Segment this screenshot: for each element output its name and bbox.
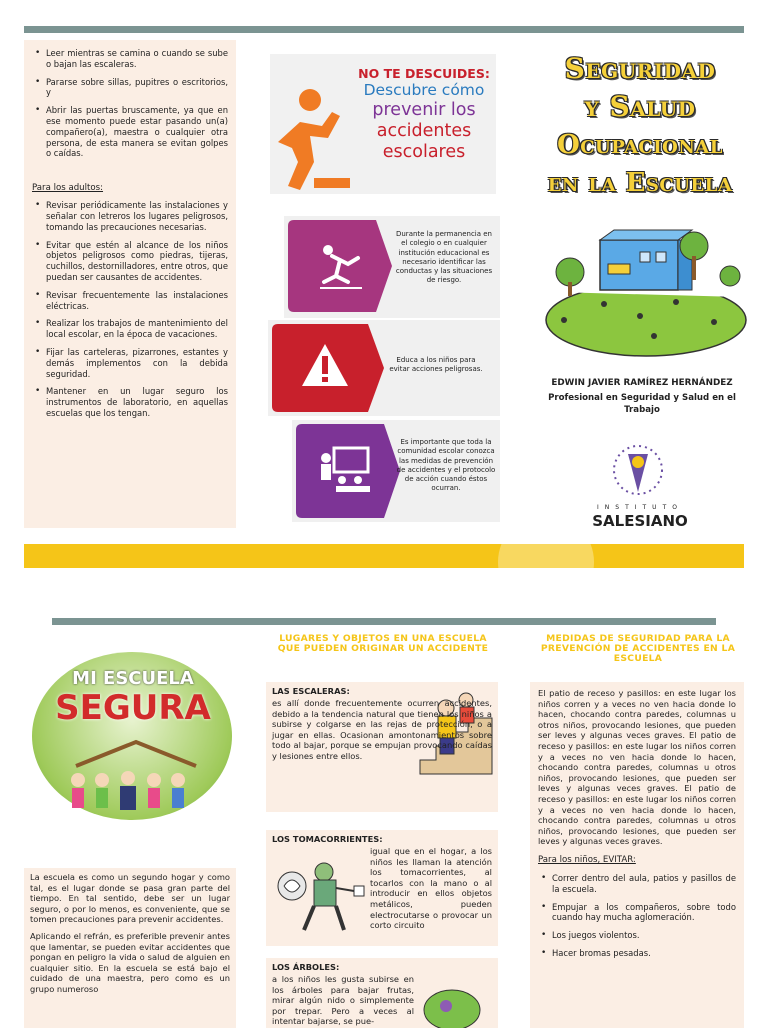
list-item: • Empujar a los compañeros, sobre todo cuando hay mucha aglomeración.: [552, 902, 736, 924]
measures-paragraph: El patio de receso y pasillos: en este lugar los niños corren y a veces no ven hacia donde lo hacen, chocando contra paredes, columnas u otros niños, provocando lesiones, que pueden ser leves y algunas veces graves. El patio de receso y pasillos: en este lugar los niños corren y a veces no ven hacia donde lo hacen, chocando contra paredes, columnas u otros niños, provocando lesiones, que pueden ser leves y algunas veces graves. El patio de receso y pasillos: en este lugar los niños corren y a veces no ven hacia donde lo hacen, chocando contra paredes, columnas u otros niños, provocando lesiones, que pueden ser leves y algunas veces graves.: [538, 688, 736, 847]
trees-text-block: [272, 962, 492, 973]
logo-name: SALESIANO: [592, 512, 688, 530]
warning-icon: [300, 342, 350, 390]
info-card-1: [284, 216, 500, 318]
avoid-bullet-list: [538, 873, 736, 959]
stairs-text-block: [272, 686, 414, 697]
children-group-icon: [56, 736, 216, 820]
poster-line-1: NO TE DESCUIDES:: [358, 66, 490, 81]
list-item: • Mantener en un lugar seguro los instrumentos de laboratorio, en aquellas escuelas que los tengan.: [46, 386, 228, 418]
list-item: • Realizar los trabajos de mantenimiento del local escolar, en la época de vacaciones.: [46, 318, 228, 340]
mi-escuela-segura-logo: [28, 650, 238, 828]
list-item: • Abrir las puertas bruscamente, ya que en ese momento puede estar pasando un(a) compañero(a), maestra o cualquier otra persona, de esta manera se evitan golpes o caídas.: [46, 105, 228, 159]
list-item: • Los juegos violentos.: [552, 930, 736, 941]
list-item: • Evitar que estén al alcance de los niños objetos peligrosos como piedras, tijeras, cuchillos, destornilladores, entre otros, que puedan ser causantes de accidentes.: [46, 240, 228, 283]
bottom-left-panel: [24, 868, 236, 1028]
card-text-3: Es importante que toda la comunidad escolar conozca las medidas de prevención de accidentes y el protocolo de acción cuando éstos ocurran.: [396, 438, 496, 493]
trees-text: a los niños les gusta subirse en los árboles para bajar frutas, mirar algún nido o simplemente por trepar. Pero a veces al intentar bajarse, se pue-: [272, 974, 414, 1027]
card-text-2: Educa a los niños para evitar acciones peligrosas.: [389, 356, 483, 374]
stairs-text: es allí donde frecuentemente ocurren accidentes, debido a la tendencia natural que tienen los niños a subirse y colgarse en las rejas de protección, o a jugar en ellas. Ocasionan amontonamientos sobre todo al bajar, porque se empujan provocando caídas y lesiones entre ellos.: [272, 698, 492, 761]
yellow-footer-band: [24, 544, 744, 568]
cover-title: [530, 50, 750, 202]
list-item: • Pararse sobre sillas, pupitres o escritorios, y: [46, 77, 228, 99]
title-line-4: en la Escuela: [547, 168, 733, 198]
trees-label: LOS ÁRBOLES:: [272, 962, 340, 972]
electric-plug-illustration: [270, 856, 366, 940]
title-line-1: Seguridad: [564, 52, 716, 85]
bottom-header-band: [52, 618, 716, 625]
adults-heading: Para los adultos:: [32, 183, 104, 194]
poster-line-2: Descubre cómo: [363, 81, 485, 99]
title-line-3: Ocupacional: [557, 130, 723, 160]
stairs-section: [266, 682, 498, 812]
logo-line-1: MI ESCUELA: [72, 668, 194, 689]
intro-paragraph-2: Aplicando el refrán, es preferible prevenir antes que lamentar, se pueden evitar accidentes que pongan en peligro la vida o salud de alguien en cualquier sitio. En la escuela se está bajo el cuidado de una maestra, pero como es un grupo numeroso: [30, 930, 230, 994]
list-item: • Hacer bromas pesadas.: [552, 948, 736, 959]
card-text-1: Durante la permanencia en el colegio o en cualquier institución educacional es necesario identificar las conductas y las situaciones de riesgo.: [395, 230, 493, 285]
title-line-2: y Salud: [584, 90, 696, 123]
outlets-label: LOS TOMACORRIENTES:: [272, 834, 383, 844]
outlets-text-block: [272, 834, 492, 845]
logo-institute-label: INSTITUTO: [597, 504, 683, 511]
author-role: Profesional en Seguridad y Salud en el Trabajo: [548, 393, 736, 415]
poster-line-3: prevenir los: [372, 100, 476, 120]
author-name: EDWIN JAVIER RAMÍREZ HERNÁNDEZ: [551, 378, 733, 388]
intro-paragraph-1: La escuela es como un segundo hogar y como tal, es el lugar donde se pasa gran parte del tiempo. En tal sentido, debe ser un lugar seguro, o por lo menos, es conveniente, que se tomen precauciones para prevenir accidentes.: [30, 872, 230, 925]
tree-illustration: [416, 988, 486, 1028]
info-card-3: [292, 420, 500, 522]
poster-line-4: accidentes: [376, 121, 472, 141]
list-item: • Fijar las carteleras, pizarrones, estantes y demás implementos con la debida seguridad.: [46, 347, 228, 379]
places-heading: LUGARES Y OBJETOS EN UNA ESCUELA QUE PUEDEN ORIGINAR UN ACCIDENTE: [277, 633, 489, 654]
info-card-2: [268, 320, 500, 416]
stepping-person-icon: [270, 82, 350, 192]
classroom-icon: [316, 444, 372, 496]
poster-line-5: escolares: [382, 142, 466, 162]
list-item: • Revisar periódicamente las instalaciones y señalar con letreros los lugares peligrosos, tomando las precauciones necesarias.: [46, 200, 228, 232]
falling-person-icon: [318, 242, 364, 292]
outlets-text: igual que en el hogar, a los niños les llaman la atención los tomacorrientes, al tocarlos con la mano o al introducir en ellos objetos metálicos, pueden electrocutarse o provocar un corto circuito: [370, 846, 492, 931]
stairs-label: LAS ESCALERAS:: [272, 686, 350, 696]
list-item: • Correr dentro del aula, patios y pasillos de la escuela.: [552, 873, 736, 895]
adults-bullet-list: [32, 200, 228, 419]
prevention-poster: [270, 54, 496, 194]
list-item: • Leer mientras se camina o cuando se sube o bajan las escaleras.: [46, 48, 228, 70]
school-illustration: [544, 222, 748, 358]
children-bullet-list: [32, 48, 228, 159]
list-item: • Revisar frecuentemente las instalaciones eléctricas.: [46, 290, 228, 312]
bottom-right-panel: [530, 682, 744, 1028]
top-header-band: [24, 26, 744, 33]
logo-line-2: SEGURA: [55, 688, 211, 728]
salesiano-logo: [580, 442, 700, 532]
salesiano-emblem-icon: [612, 442, 664, 498]
avoid-heading: Para los niños, EVITAR:: [538, 854, 636, 865]
top-left-panel: [24, 40, 236, 528]
measures-heading: MEDIDAS DE SEGURIDAD PARA LA PREVENCIÓN DE ACCIDENTES EN LA ESCUELA: [540, 633, 736, 664]
outlets-section: [266, 830, 498, 946]
trees-section: [266, 958, 498, 1028]
